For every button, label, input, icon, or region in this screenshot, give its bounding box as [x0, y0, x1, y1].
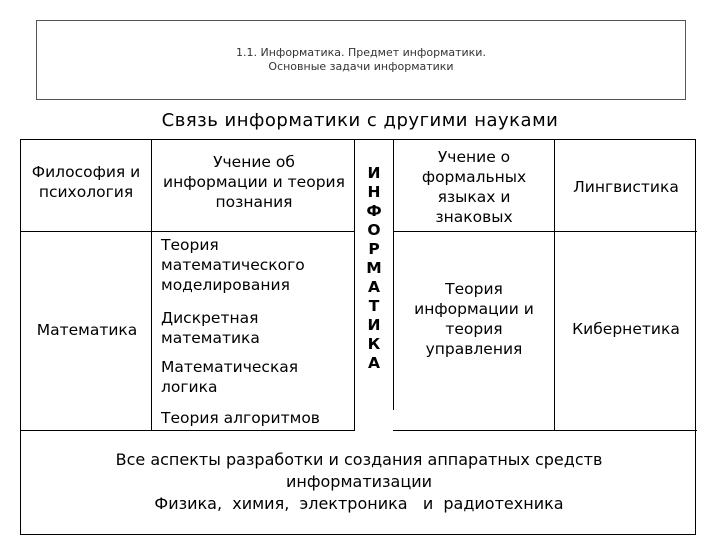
informatics-letter: Р — [368, 240, 380, 258]
cell-info-control-theory: Теория информации и теория управления — [414, 280, 534, 358]
informatics-letter: И — [367, 164, 381, 182]
hardware-line1: Все аспекты разработки и создания аппаратных средств — [115, 450, 603, 469]
slide-subtitle: Связь информатики с другими науками — [161, 110, 559, 131]
divider-bottom-left — [21, 430, 355, 431]
informatics-letter: М — [366, 259, 382, 277]
cell-philosophy: Философия и психология — [31, 163, 141, 201]
divider-informatics-right — [393, 140, 394, 410]
cell-cybernetics: Кибернетика — [572, 320, 680, 338]
informatics-letter: Т — [368, 297, 380, 315]
informatics-vertical-label — [355, 164, 393, 373]
divider-bottom-right — [393, 430, 697, 431]
informatics-letter: И — [367, 316, 381, 334]
hardware-line3: Физика, химия, электроника и радиотехника — [154, 494, 564, 513]
hardware-line2: информатизации — [285, 472, 433, 491]
informatics-letter: К — [367, 335, 381, 353]
divider-right-horizontal — [393, 231, 697, 232]
sciences-diagram — [20, 139, 696, 535]
informatics-letter: Ф — [366, 202, 382, 220]
divider-left-vertical — [151, 140, 152, 430]
cell-info-theory-cognition: Учение об информации и теория познания — [163, 153, 345, 211]
informatics-letter: А — [368, 278, 380, 296]
slide-header — [36, 20, 686, 100]
header-title-line2: Основные задачи информатики — [268, 60, 454, 73]
cell-linguistics: Лингвистика — [573, 178, 679, 196]
informatics-letter: Н — [367, 183, 381, 201]
cell-algorithms: Теория алгоритмов — [161, 409, 320, 427]
informatics-letter: А — [368, 354, 380, 372]
cell-math-modeling: Теория математического моделирования — [161, 236, 305, 294]
cell-mathematics: Математика — [36, 321, 138, 339]
divider-left-horizontal — [21, 231, 151, 232]
cell-discrete-math: Дискретная математика — [161, 309, 260, 347]
informatics-letter: О — [367, 221, 381, 239]
header-title-line1: 1.1. Информатика. Предмет информатики. — [236, 46, 486, 59]
divider-middle-horizontal — [151, 231, 354, 232]
cell-formal-languages: Учение о формальных языках и знаковых — [421, 148, 527, 226]
cell-math-logic: Математическая логика — [161, 358, 299, 396]
cell-hardware-sciences — [21, 449, 697, 515]
